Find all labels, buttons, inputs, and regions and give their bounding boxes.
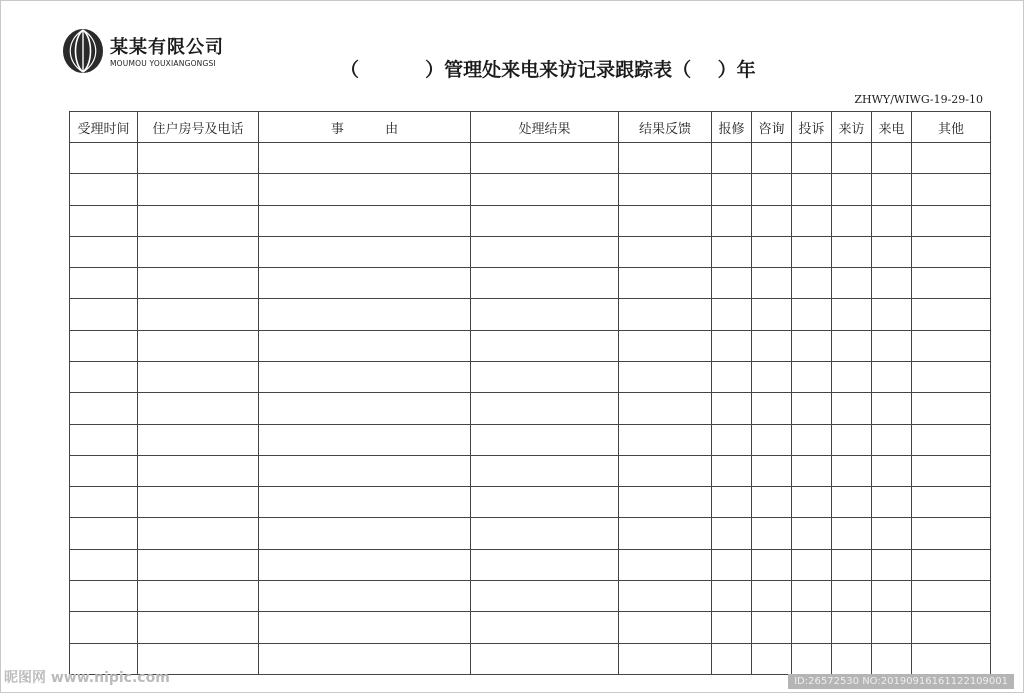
table-cell <box>792 299 832 330</box>
table-cell <box>792 487 832 518</box>
table-cell <box>752 612 792 643</box>
table-cell <box>259 361 471 392</box>
table-cell <box>259 549 471 580</box>
table-cell <box>752 361 792 392</box>
table-cell <box>832 518 872 549</box>
table-cell <box>872 330 912 361</box>
watermark-right: ID:26572530 NO:20190916161122109001 <box>788 674 1014 689</box>
table-cell <box>872 174 912 205</box>
table-cell <box>138 393 259 424</box>
table-cell <box>259 580 471 611</box>
table-row <box>70 518 991 549</box>
col-header-result: 处理结果 <box>471 112 619 143</box>
table-cell <box>259 518 471 549</box>
table-cell <box>471 236 619 267</box>
table-cell <box>259 612 471 643</box>
table-cell <box>752 393 792 424</box>
table-cell <box>752 518 792 549</box>
table-cell <box>138 330 259 361</box>
table-cell <box>259 174 471 205</box>
table-cell <box>872 518 912 549</box>
table-cell <box>619 424 712 455</box>
table-cell <box>712 612 752 643</box>
table-row <box>70 236 991 267</box>
table-cell <box>70 143 138 174</box>
table-cell <box>752 236 792 267</box>
table-cell <box>471 643 619 675</box>
table-cell <box>70 174 138 205</box>
table-cell <box>872 612 912 643</box>
col-header-feedback: 结果反馈 <box>619 112 712 143</box>
col-header-inquiry: 咨询 <box>752 112 792 143</box>
table-cell <box>70 580 138 611</box>
table-row <box>70 612 991 643</box>
table-cell <box>138 424 259 455</box>
table-cell <box>832 205 872 236</box>
table-row <box>70 361 991 392</box>
col-header-visit: 来访 <box>832 112 872 143</box>
col-header-time: 受理时间 <box>70 112 138 143</box>
table-cell <box>712 424 752 455</box>
table-cell <box>912 643 991 675</box>
table-cell <box>259 299 471 330</box>
table-cell <box>712 580 752 611</box>
table-cell <box>832 612 872 643</box>
table-cell <box>872 361 912 392</box>
table-cell <box>259 268 471 299</box>
table-cell <box>471 549 619 580</box>
table-row <box>70 393 991 424</box>
table-cell <box>619 268 712 299</box>
table-cell <box>912 143 991 174</box>
col-header-room-phone: 住户房号及电话 <box>138 112 259 143</box>
company-pinyin: MOUMOU YOUXIANGONGSI <box>110 59 216 68</box>
table-cell <box>792 549 832 580</box>
company-logo-icon <box>62 28 104 74</box>
table-cell <box>138 268 259 299</box>
table-cell <box>792 424 832 455</box>
table-cell <box>138 612 259 643</box>
table-cell <box>912 612 991 643</box>
col-header-call: 来电 <box>872 112 912 143</box>
table-cell <box>70 487 138 518</box>
table-cell <box>259 143 471 174</box>
table-cell <box>872 549 912 580</box>
table-cell <box>70 268 138 299</box>
table-cell <box>832 643 872 675</box>
table-cell <box>792 518 832 549</box>
watermark-left: 昵图网 www.nipic.com <box>4 670 170 686</box>
table-cell <box>752 205 792 236</box>
table-cell <box>70 330 138 361</box>
table-cell <box>752 424 792 455</box>
table-cell <box>752 487 792 518</box>
table-cell <box>792 612 832 643</box>
table-cell <box>259 424 471 455</box>
table-cell <box>792 330 832 361</box>
table-cell <box>471 612 619 643</box>
table-cell <box>70 205 138 236</box>
table-cell <box>912 268 991 299</box>
table-cell <box>912 424 991 455</box>
table-cell <box>471 174 619 205</box>
table-cell <box>70 299 138 330</box>
table-cell <box>832 268 872 299</box>
table-cell <box>712 487 752 518</box>
table-cell <box>752 455 792 486</box>
table-cell <box>872 236 912 267</box>
table-cell <box>752 330 792 361</box>
table-cell <box>471 455 619 486</box>
table-cell <box>138 487 259 518</box>
table-cell <box>712 268 752 299</box>
table-cell <box>792 236 832 267</box>
table-cell <box>912 330 991 361</box>
table-cell <box>138 174 259 205</box>
table-cell <box>712 299 752 330</box>
table-cell <box>259 236 471 267</box>
col-header-matter: 事 由 <box>259 112 471 143</box>
table-cell <box>70 361 138 392</box>
table-row <box>70 299 991 330</box>
table-cell <box>259 330 471 361</box>
table-cell <box>471 330 619 361</box>
table-cell <box>832 330 872 361</box>
table-cell <box>752 268 792 299</box>
table-body <box>70 143 991 675</box>
table-cell <box>619 393 712 424</box>
record-table <box>69 111 991 675</box>
table-cell <box>912 205 991 236</box>
table-cell <box>259 205 471 236</box>
table-cell <box>752 549 792 580</box>
table-cell <box>752 580 792 611</box>
table-cell <box>471 393 619 424</box>
table-cell <box>619 455 712 486</box>
table-cell <box>832 487 872 518</box>
table-cell <box>712 455 752 486</box>
table-cell <box>792 205 832 236</box>
table-cell <box>912 549 991 580</box>
table-cell <box>792 361 832 392</box>
table-cell <box>138 236 259 267</box>
table-cell <box>70 424 138 455</box>
table-cell <box>619 299 712 330</box>
table-row <box>70 580 991 611</box>
table-cell <box>912 236 991 267</box>
table-cell <box>619 330 712 361</box>
table-cell <box>912 174 991 205</box>
table-cell <box>832 236 872 267</box>
table-cell <box>619 518 712 549</box>
table-cell <box>619 580 712 611</box>
table-cell <box>259 455 471 486</box>
col-header-repair: 报修 <box>712 112 752 143</box>
table-cell <box>912 487 991 518</box>
table-cell <box>70 549 138 580</box>
table-row <box>70 330 991 361</box>
table-cell <box>712 143 752 174</box>
table-row <box>70 268 991 299</box>
table-row <box>70 424 991 455</box>
table-cell <box>138 361 259 392</box>
table-cell <box>619 174 712 205</box>
table-cell <box>712 236 752 267</box>
table-cell <box>619 612 712 643</box>
company-name: 某某有限公司 <box>110 37 224 58</box>
table-cell <box>792 174 832 205</box>
table-cell <box>259 643 471 675</box>
table-cell <box>872 205 912 236</box>
table-cell <box>832 299 872 330</box>
col-header-complaint: 投诉 <box>792 112 832 143</box>
table-cell <box>872 455 912 486</box>
table-cell <box>792 143 832 174</box>
table-cell <box>138 455 259 486</box>
table-cell <box>138 299 259 330</box>
table-cell <box>912 455 991 486</box>
table-cell <box>872 299 912 330</box>
table-cell <box>259 487 471 518</box>
table-cell <box>912 580 991 611</box>
document-code: ZHWY/WIWG-19-29-10 <box>854 93 983 106</box>
table-cell <box>712 330 752 361</box>
table-cell <box>471 268 619 299</box>
table-cell <box>138 205 259 236</box>
table-cell <box>619 643 712 675</box>
table-cell <box>471 361 619 392</box>
table-cell <box>471 143 619 174</box>
table-cell <box>712 205 752 236</box>
table-cell <box>619 236 712 267</box>
table-cell <box>138 580 259 611</box>
table-row <box>70 143 991 174</box>
table-cell <box>752 174 792 205</box>
table-cell <box>832 143 872 174</box>
table-cell <box>138 143 259 174</box>
table-cell <box>912 518 991 549</box>
table-cell <box>832 174 872 205</box>
table-cell <box>471 424 619 455</box>
table-cell <box>712 361 752 392</box>
table-cell <box>712 643 752 675</box>
table-cell <box>70 612 138 643</box>
table-cell <box>70 393 138 424</box>
table-cell <box>70 455 138 486</box>
table-cell <box>872 643 912 675</box>
table-cell <box>471 580 619 611</box>
table-cell <box>832 549 872 580</box>
table-cell <box>792 580 832 611</box>
table-row <box>70 549 991 580</box>
table-cell <box>712 549 752 580</box>
table-cell <box>619 143 712 174</box>
table-cell <box>752 643 792 675</box>
table-cell <box>872 143 912 174</box>
table-row <box>70 205 991 236</box>
table-cell <box>832 424 872 455</box>
table-cell <box>712 518 752 549</box>
table-cell <box>872 487 912 518</box>
table-row <box>70 643 991 675</box>
table-row <box>70 455 991 486</box>
table-cell <box>872 580 912 611</box>
table-cell <box>712 174 752 205</box>
table-cell <box>792 268 832 299</box>
table-cell <box>792 643 832 675</box>
table-cell <box>752 143 792 174</box>
table-cell <box>832 455 872 486</box>
table-cell <box>792 455 832 486</box>
table-cell <box>259 393 471 424</box>
table-cell <box>872 268 912 299</box>
table-cell <box>872 393 912 424</box>
table-cell <box>832 393 872 424</box>
col-header-other: 其他 <box>912 112 991 143</box>
table-cell <box>712 393 752 424</box>
table-cell <box>912 361 991 392</box>
table-cell <box>138 549 259 580</box>
table-cell <box>471 518 619 549</box>
table-cell <box>619 549 712 580</box>
table-row <box>70 487 991 518</box>
table-cell <box>912 393 991 424</box>
table-cell <box>471 299 619 330</box>
table-cell <box>619 487 712 518</box>
table-cell <box>792 393 832 424</box>
table-cell <box>832 580 872 611</box>
table-cell <box>912 299 991 330</box>
table-cell <box>872 424 912 455</box>
table-cell <box>70 518 138 549</box>
table-cell <box>471 487 619 518</box>
table-cell <box>832 361 872 392</box>
table-header-row <box>70 112 991 143</box>
table-row <box>70 174 991 205</box>
table-cell <box>471 205 619 236</box>
table-cell <box>138 518 259 549</box>
document-title: （ ）管理处来电来访记录跟踪表（ ）年 <box>340 59 756 81</box>
table-cell <box>70 236 138 267</box>
table-cell <box>752 299 792 330</box>
table-cell <box>619 205 712 236</box>
table-cell <box>619 361 712 392</box>
